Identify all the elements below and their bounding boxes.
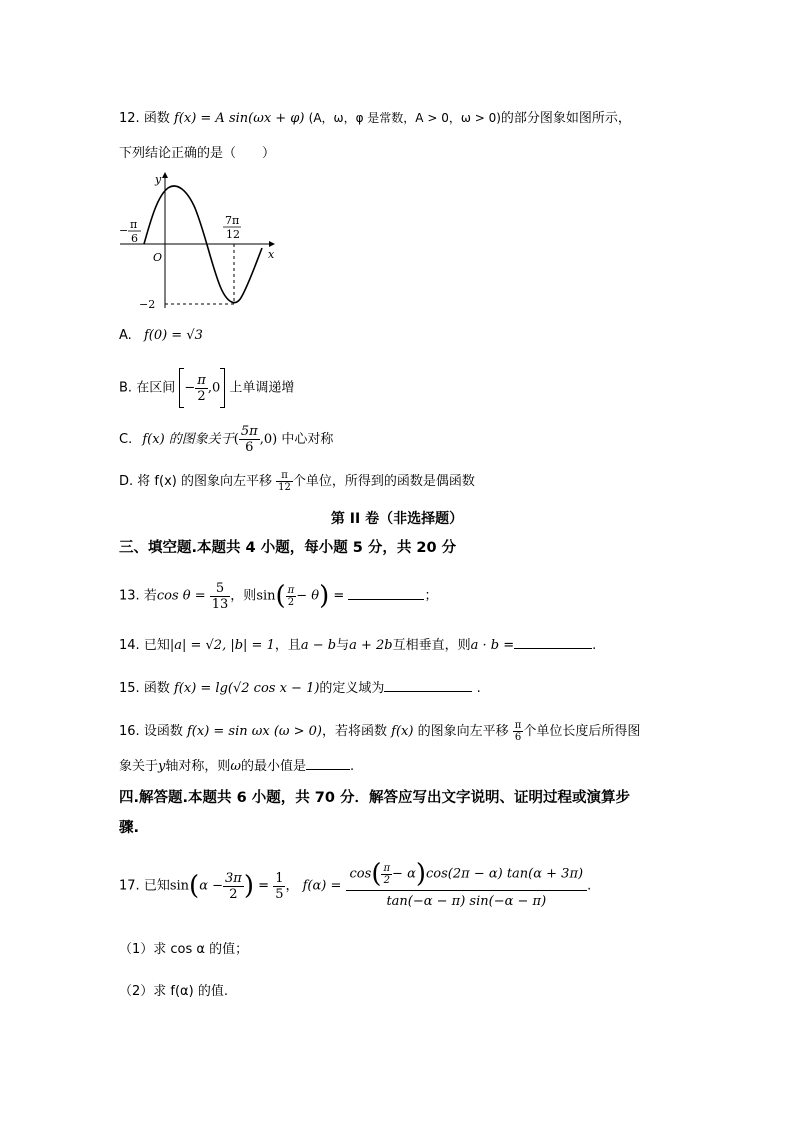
q17-numer-pi: π <box>383 862 391 874</box>
q12-stem-pre: 函数 <box>143 111 170 126</box>
q12-option-d-den: 12 <box>278 482 291 493</box>
section4-heading-line2: 骤. <box>119 820 140 836</box>
q12-option-c: C. f(x) 的图象关于( $\frac{5\pi}{6}$ ,0) 中心对称 <box>119 424 334 455</box>
q17-numer-2: 2 <box>383 874 390 886</box>
q12-option-c-den: 6 <box>245 440 254 455</box>
q13-end: ； <box>424 588 438 604</box>
q17-numer-rest: cos(2π − α) tan(α + 3π) <box>426 866 584 882</box>
q13-den: 13 <box>211 596 229 612</box>
q17-pre: 已知 <box>143 878 170 894</box>
graph-right-num: 7π <box>225 214 240 227</box>
q17-numer-cos: cos <box>349 866 372 882</box>
q14-eq: = <box>503 638 515 653</box>
q12-option-a-label: A. <box>119 328 132 343</box>
q12-option-b-post: 上单调递增 <box>229 380 295 396</box>
q12-option-a-text: f(0) = √3 <box>143 328 203 343</box>
q13-eq: = <box>333 588 345 604</box>
q17-one: 1 <box>275 870 284 886</box>
q16-line2-post: 的最小值是 <box>241 759 307 774</box>
q16-answer-blank[interactable] <box>306 757 350 770</box>
q16-func: f(x) = sin ωx (ω > 0) <box>186 724 322 739</box>
q12-sine-graph <box>115 168 285 318</box>
q15-post: 的定义域为 <box>319 681 385 696</box>
q15-pre: 函数 <box>143 681 170 696</box>
q13-answer-blank[interactable] <box>348 587 424 600</box>
q13: 13. 若cos θ = $\frac{5}{13}$ ，则sin( $\frac{\pi}{2}$ − θ) = ； <box>119 580 438 612</box>
q16-mid: ，若将函数 <box>322 724 388 739</box>
q13-cos: cos θ = <box>156 588 206 604</box>
graph-min-label: −2 <box>139 298 156 311</box>
q17-five: 5 <box>275 886 284 902</box>
q17-three-pi: 3π <box>225 870 242 886</box>
q12-option-d-num: π <box>276 470 293 482</box>
q13-pre: 若 <box>143 588 157 604</box>
q12-params: (A，ω，φ 是常数，A > 0，ω > 0) <box>308 111 501 125</box>
q17-alpha-minus: α − <box>199 878 224 894</box>
q12-stem <box>119 108 631 129</box>
q13-inner-num: π <box>287 584 295 596</box>
q16-line1 <box>119 716 640 748</box>
graph-left-den: 6 <box>131 232 138 245</box>
q17-denom: tan(−α − π) sin(−α − π) <box>386 893 547 909</box>
q13-mid: ，则 <box>230 588 257 604</box>
q16-line2-mid: 轴对称，则 <box>165 759 231 774</box>
q14 <box>119 636 596 656</box>
q14-answer-blank[interactable] <box>514 636 592 649</box>
q14-ask: a · b <box>470 638 500 653</box>
q16-omega: ω <box>230 759 241 774</box>
q16-den: 6 <box>514 732 522 743</box>
q15-answer-blank[interactable] <box>384 679 472 692</box>
q17-sub2: （2）求 f(α) 的值. <box>119 984 228 999</box>
q14-text-pre: 已知 <box>143 638 170 653</box>
q14-end: . <box>592 638 597 653</box>
q15 <box>119 679 481 699</box>
q16-num: π <box>514 720 522 731</box>
q12-option-b-label: B. <box>119 380 133 396</box>
q15-end: . <box>476 681 481 696</box>
q12-option-d-label: D. <box>119 474 134 489</box>
q12-option-d-post: 个单位，所得到的函数是偶函数 <box>292 474 475 489</box>
q16-yaxis: y <box>158 759 166 774</box>
q12-option-a <box>119 326 203 346</box>
q12-line2: 下列结论正确的是（ ） <box>119 146 276 161</box>
q12-option-b-pre: 在区间 <box>136 380 176 396</box>
q12-option-c-pre: f(x) 的图象关于 <box>142 432 234 447</box>
q12-stem-post: 的部分图象如图所示， <box>500 111 631 126</box>
q12-option-b-num: π <box>197 372 206 388</box>
q12-option-b-den: 2 <box>197 388 206 404</box>
section3-heading: 三、填空题.本题共 4 小题，每小题 5 分，共 20 分 <box>119 540 457 556</box>
q17: 17. 已知sin(α − $\frac{3\pi}{2}$ ) = $\frac{1}{5}$ ， f(α) = cos( $\frac{\pi}{2}$ − α)cos(2π − α) tan(α + 3π) tan(−α − π) sin(−α − π) . <box>119 850 591 923</box>
q16-end: . <box>350 759 355 774</box>
q13-number: 13. <box>119 588 140 604</box>
q12-option-c-num: 5π <box>240 424 258 439</box>
q12-option-b: B. 在区间 − $\frac{\pi}{2}$ ,0 上单调递增 <box>119 368 294 409</box>
graph-x-arrow <box>269 241 275 247</box>
q17-sub1: （1）求 cos α 的值； <box>119 942 249 957</box>
part2-title: 第 II 卷（非选择题） <box>330 511 464 527</box>
q15-number: 15. <box>119 681 140 696</box>
graph-x-label: x <box>268 248 275 261</box>
q17-period: . <box>587 878 592 894</box>
q16-fx: f(x) <box>391 724 414 739</box>
q13-inner-den: 2 <box>287 596 295 608</box>
q16-post: 个单位长度后所得图 <box>523 724 641 739</box>
graph-y-label: y <box>155 173 162 186</box>
q13-inner-post: − θ <box>296 588 320 604</box>
q14-mid: ，且 <box>274 638 301 653</box>
q14-with: 与 <box>336 638 350 653</box>
graph-left-num: π <box>130 218 138 231</box>
graph-origin-label: O <box>153 251 163 264</box>
q17-eq: = <box>258 878 270 894</box>
graph-right-den: 12 <box>226 228 240 241</box>
q12-option-c-post: 中心对称 <box>281 432 334 447</box>
q12-func: f(x) = A sin(ωx + φ) <box>173 111 305 126</box>
q17-comma: ， <box>285 878 299 894</box>
q12-option-c-label: C. <box>119 432 133 447</box>
q14-cond1: |a| = √2, |b| = 1 <box>169 638 275 653</box>
q14-post: 互相垂直，则 <box>392 638 471 653</box>
q16-pre: 设函数 <box>143 724 183 739</box>
q12-option-d-pre: 将 f(x) 的图象向左平移 <box>137 474 272 489</box>
q17-number: 17. <box>119 878 140 894</box>
q17-numer-minus-alpha: − α <box>392 866 416 882</box>
q16-mid2: 的图象向左平移 <box>417 724 509 739</box>
q17-sin: sin <box>169 878 190 894</box>
q13-num: 5 <box>210 581 231 597</box>
q14-expr2: a + 2b <box>349 638 393 653</box>
graph-y-arrow <box>162 172 168 178</box>
q17-f-alpha: f(α) = <box>302 878 342 894</box>
graph-left-sign: − <box>119 224 129 237</box>
q13-sin: sin <box>256 588 276 604</box>
q14-number: 14. <box>119 638 140 653</box>
q16-line2 <box>119 757 354 777</box>
q16-number: 16. <box>119 724 140 739</box>
q12-number: 12. <box>119 111 140 126</box>
q14-expr1: a − b <box>300 638 337 653</box>
q12-option-d <box>119 464 475 500</box>
q15-func: f(x) = lg(√2 cos x − 1) <box>173 681 320 696</box>
section4-heading-line1: 四.解答题.本题共 6 小题，共 70 分．解答应写出文字说明、证明过程或演算步 <box>119 790 630 806</box>
q16-line2-pre: 象关于 <box>119 759 159 774</box>
q17-two: 2 <box>229 886 238 902</box>
